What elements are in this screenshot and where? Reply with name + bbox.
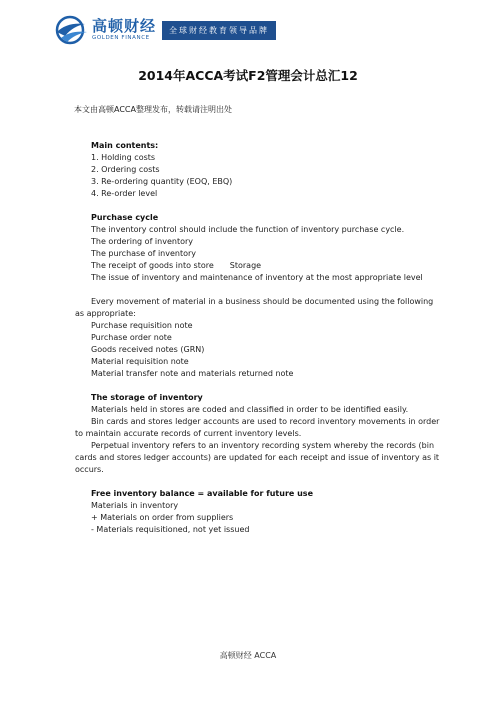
page-footer: 高顿财经 ACCA: [219, 651, 277, 660]
paragraph-line: cards and stores ledger accounts) are updated for each receipt and issue of inventory as it: [75, 453, 440, 462]
document-title: 2014年ACCA考试F2管理会计总汇12: [138, 68, 358, 83]
list-item: Purchase requisition note: [91, 321, 193, 330]
copyright-notice: 本文由高顿ACCA整理发布，转载请注明出处: [74, 105, 232, 114]
brand-slogan: 全球财经教育领导品牌: [162, 21, 276, 40]
paragraph-line: The issue of inventory and maintenance of inventory at the most appropriate level: [91, 273, 423, 282]
brand-name-en: GOLDEN FINANCE: [92, 35, 150, 41]
brand-header: [53, 13, 276, 47]
paragraph-line: The purchase of inventory: [91, 249, 197, 258]
main-contents-heading: Main contents:: [91, 141, 159, 150]
paragraph-line: to maintain accurate records of current inventory levels.: [75, 429, 302, 438]
logo-text: [92, 18, 156, 42]
paragraph-line: Every movement of material in a business should be documented using the following: [91, 297, 434, 306]
list-item: Material transfer note and materials returned note: [91, 369, 294, 378]
list-item: Materials in inventory: [91, 501, 179, 510]
brand-name-cn: 高顿财经: [92, 17, 157, 35]
document-body: [75, 140, 440, 536]
free-balance-heading: Free inventory balance = available for future use: [91, 489, 313, 498]
paragraph-line: Materials held in stores are coded and classified in order to be identified easily.: [91, 405, 409, 414]
paragraph-line: as appropriate:: [75, 309, 136, 318]
paragraph-line: Bin cards and stores ledger accounts are used to record inventory movements in order: [91, 417, 440, 426]
list-item: 2. Ordering costs: [91, 165, 160, 174]
paragraph-line: Perpetual inventory refers to an inventory recording system whereby the records (bin: [91, 441, 435, 450]
paragraph-line: The inventory control should include the function of inventory purchase cycle.: [91, 225, 405, 234]
list-item: 4. Re-order level: [91, 189, 158, 198]
paragraph-line: occurs.: [75, 465, 104, 474]
list-item: Purchase order note: [91, 333, 172, 342]
paragraph-line: The ordering of inventory: [91, 237, 193, 246]
list-item: Material requisition note: [91, 357, 189, 366]
paragraph-line: [91, 260, 427, 272]
list-item: - Materials requisitioned, not yet issued: [91, 525, 250, 534]
storage-heading: The storage of inventory: [91, 393, 203, 402]
golden-finance-logo-icon: [53, 14, 89, 46]
purchase-cycle-heading: Purchase cycle: [91, 213, 159, 222]
receipt-text: The receipt of goods into store: [91, 261, 214, 270]
list-item: + Materials on order from suppliers: [91, 513, 234, 522]
list-item: 3. Re-ordering quantity (EOQ, EBQ): [91, 177, 233, 186]
list-item: 1. Holding costs: [91, 153, 156, 162]
list-item: Goods received notes (GRN): [91, 345, 205, 354]
storage-text: Storage: [229, 261, 262, 270]
